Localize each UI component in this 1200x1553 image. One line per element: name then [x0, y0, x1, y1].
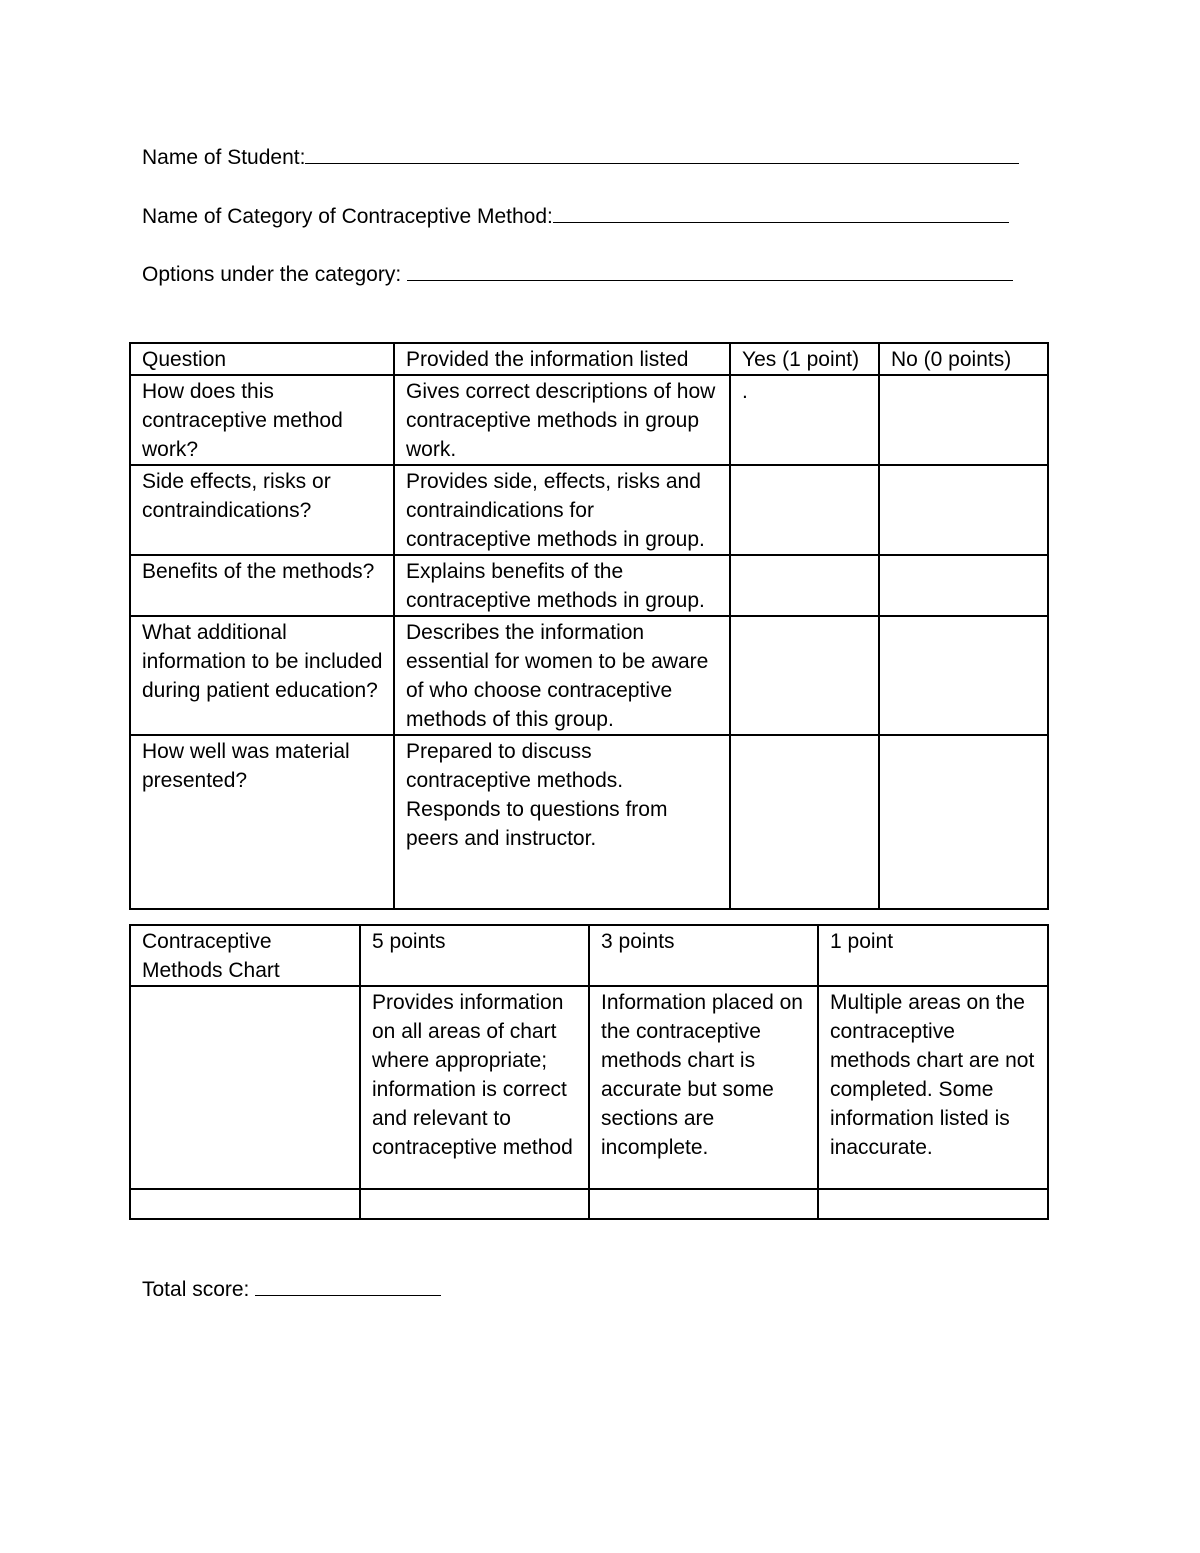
chart-score-cell[interactable]	[130, 1189, 360, 1219]
student-name-label: Name of Student:	[142, 146, 306, 169]
options-field	[142, 260, 1013, 288]
rubric-question-cell: How well was material presented?	[130, 735, 394, 909]
rubric-question-cell: How does this contraceptive method work?	[130, 375, 394, 465]
chart-description-cell	[130, 986, 360, 1189]
chart-score-row	[130, 1189, 1048, 1219]
chart-header-cell: 5 points	[360, 925, 589, 986]
rubric-yes-cell[interactable]	[730, 555, 879, 616]
chart-score-cell[interactable]	[360, 1189, 589, 1219]
options-label: Options under the category:	[142, 263, 402, 286]
chart-header-row	[130, 925, 1048, 986]
rubric-question-cell: Side effects, risks or contraindications?	[130, 465, 394, 555]
rubric-no-cell[interactable]	[879, 735, 1048, 909]
student-name-blank[interactable]	[305, 143, 1019, 164]
total-score-blank[interactable]	[255, 1275, 441, 1296]
chart-description-cell: Provides information on all areas of chart where appropriate; information is correct and relevant to contraceptive method	[360, 986, 589, 1189]
chart-description-cell: Information placed on the contraceptive methods chart is accurate but some sections are incomplete.	[589, 986, 818, 1189]
rubric-no-cell[interactable]	[879, 616, 1048, 735]
rubric-header-cell: Yes (1 point)	[730, 343, 879, 375]
total-score-field	[142, 1275, 441, 1303]
chart-score-cell[interactable]	[818, 1189, 1048, 1219]
rubric-question-cell: Benefits of the methods?	[130, 555, 394, 616]
chart-description-row	[130, 986, 1048, 1189]
rubric-header-cell: Provided the information listed	[394, 343, 730, 375]
rubric-row	[130, 375, 1048, 465]
chart-header-cell: Contraceptive Methods Chart	[130, 925, 360, 986]
rubric-header-row	[130, 343, 1048, 375]
category-name-blank[interactable]	[553, 202, 1009, 223]
rubric-criteria-cell: Describes the information essential for women to be aware of who choose contraceptive methods of this group.	[394, 616, 730, 735]
chart-description-cell: Multiple areas on the contraceptive methods chart are not completed. Some information listed is inaccurate.	[818, 986, 1048, 1189]
rubric-table	[129, 342, 1049, 910]
rubric-header-cell: Question	[130, 343, 394, 375]
total-score-label: Total score:	[142, 1278, 250, 1301]
chart-rubric-table	[129, 924, 1049, 1220]
rubric-row	[130, 465, 1048, 555]
rubric-row	[130, 555, 1048, 616]
rubric-row	[130, 616, 1048, 735]
rubric-no-cell[interactable]	[879, 555, 1048, 616]
rubric-row	[130, 735, 1048, 909]
rubric-criteria-cell: Provides side, effects, risks and contraindications for contraceptive methods in group.	[394, 465, 730, 555]
rubric-header-cell: No (0 points)	[879, 343, 1048, 375]
category-name-field	[142, 202, 1009, 230]
category-name-label: Name of Category of Contraceptive Method:	[142, 205, 553, 228]
rubric-yes-cell[interactable]	[730, 735, 879, 909]
chart-score-cell[interactable]	[589, 1189, 818, 1219]
rubric-question-cell: What additional information to be included during patient education?	[130, 616, 394, 735]
rubric-no-cell[interactable]	[879, 375, 1048, 465]
rubric-yes-cell[interactable]	[730, 616, 879, 735]
rubric-criteria-cell: Gives correct descriptions of how contraceptive methods in group work.	[394, 375, 730, 465]
student-name-field	[142, 143, 1019, 171]
chart-header-cell: 1 point	[818, 925, 1048, 986]
chart-header-cell: 3 points	[589, 925, 818, 986]
rubric-yes-cell[interactable]	[730, 465, 879, 555]
rubric-criteria-cell: Explains benefits of the contraceptive methods in group.	[394, 555, 730, 616]
options-blank[interactable]	[407, 260, 1013, 281]
rubric-yes-cell[interactable]: .	[730, 375, 879, 465]
rubric-criteria-cell: Prepared to discuss contraceptive methods. Responds to questions from peers and instructor.	[394, 735, 730, 909]
rubric-no-cell[interactable]	[879, 465, 1048, 555]
